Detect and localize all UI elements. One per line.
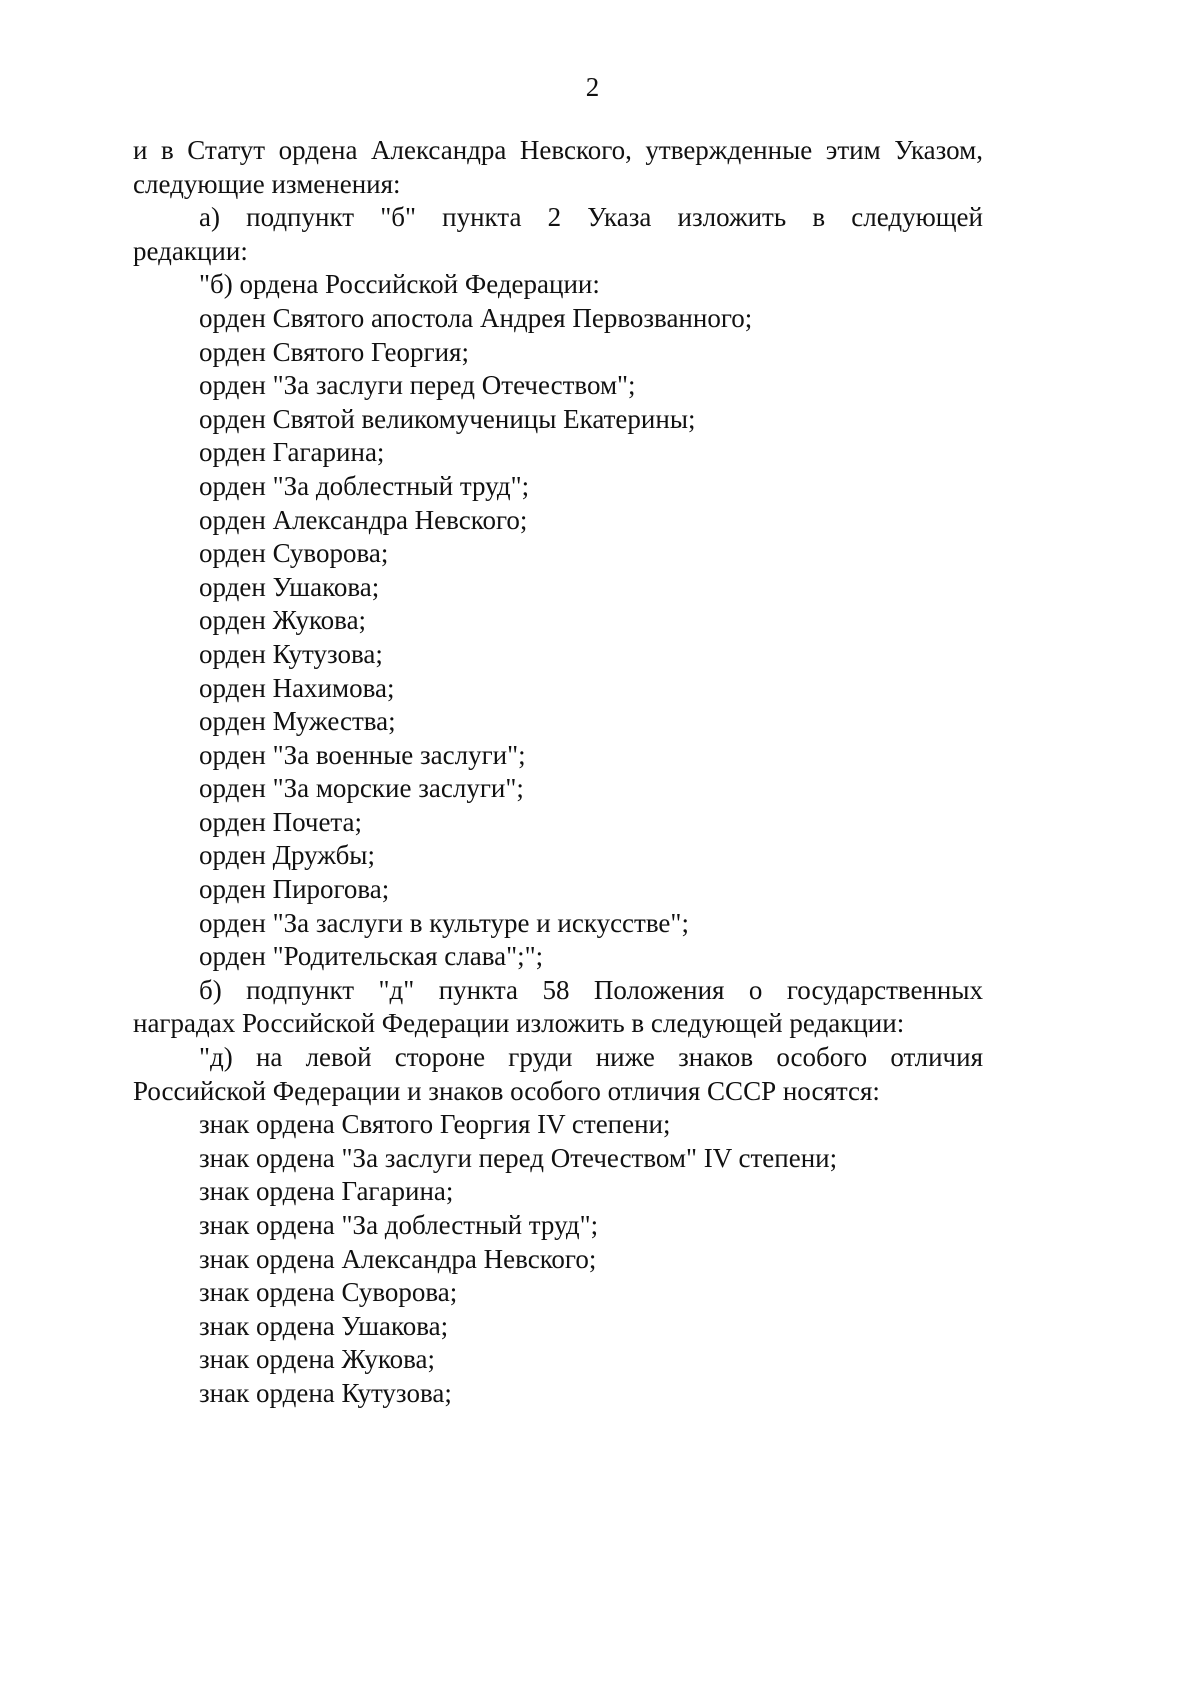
list-item: орден Святой великомученицы Екатерины;	[199, 403, 696, 434]
list-item: орден Нахимова;	[199, 672, 395, 703]
badges-list	[133, 1108, 983, 1410]
page-number: 2	[585, 72, 600, 102]
item-a-heading: "б) ордена Российской Федерации:	[199, 269, 600, 300]
list-item: орден Ушакова;	[199, 571, 380, 602]
list-item: орден "За заслуги в культуре и искусстве";	[199, 907, 689, 938]
list-item: орден "За заслуги перед Отечеством";	[199, 370, 636, 401]
list-item: орден "Родительская слава";";	[199, 941, 544, 972]
list-item: знак ордена Ушакова;	[199, 1310, 449, 1341]
list-item: знак ордена Суворова;	[199, 1277, 458, 1308]
list-item: знак ордена Кутузова;	[199, 1377, 452, 1408]
list-item: знак ордена "За заслуги перед Отечеством" IV степени;	[199, 1142, 838, 1173]
list-item: орден Дружбы;	[199, 840, 375, 871]
list-item: орден "За морские заслуги";	[199, 773, 524, 804]
list-item: знак ордена Гагарина;	[199, 1176, 454, 1207]
orders-list	[133, 302, 983, 974]
list-item: знак ордена Жукова;	[199, 1344, 436, 1375]
list-item: орден Мужества;	[199, 706, 396, 737]
intro-line-1: и в Статут ордена Александра Невского, утвержденные этим Указом,	[133, 135, 983, 165]
item-b-sub-line-2: Российской Федерации и знаков особого отличия СССР носятся:	[133, 1075, 880, 1106]
list-item: орден Александра Невского;	[199, 504, 528, 535]
list-item: орден Почета;	[199, 806, 363, 837]
list-item: орден Суворова;	[199, 538, 389, 569]
list-item: орден Гагарина;	[199, 437, 385, 468]
item-b-line-1: б) подпункт "д" пункта 58 Положения о государственных	[199, 974, 983, 1005]
list-item: знак ордена Святого Георгия IV степени;	[199, 1109, 671, 1140]
list-item: орден Святого Георгия;	[199, 336, 469, 367]
document-body	[133, 134, 983, 1411]
list-item: орден "За военные заслуги";	[199, 739, 526, 770]
list-item: орден Кутузова;	[199, 638, 383, 669]
list-item: орден Жукова;	[199, 605, 367, 636]
list-item: орден "За доблестный труд";	[199, 470, 530, 501]
item-b-sub-line-1: "д) на левой стороне груди ниже знаков особого отличия	[199, 1042, 983, 1073]
list-item: орден Святого апостола Андрея Первозванного;	[199, 302, 753, 333]
list-item: знак ордена "За доблестный труд";	[199, 1210, 599, 1240]
item-a-line-2: редакции:	[133, 235, 248, 266]
item-b-line-2: наградах Российской Федерации изложить в следующей редакции:	[133, 1008, 905, 1039]
list-item: знак ордена Александра Невского;	[199, 1243, 597, 1274]
intro-line-2: следующие изменения:	[133, 168, 401, 199]
item-a-line-1: а) подпункт "б" пункта 2 Указа изложить в следующей	[199, 202, 983, 233]
list-item: орден Пирогова;	[199, 874, 390, 905]
